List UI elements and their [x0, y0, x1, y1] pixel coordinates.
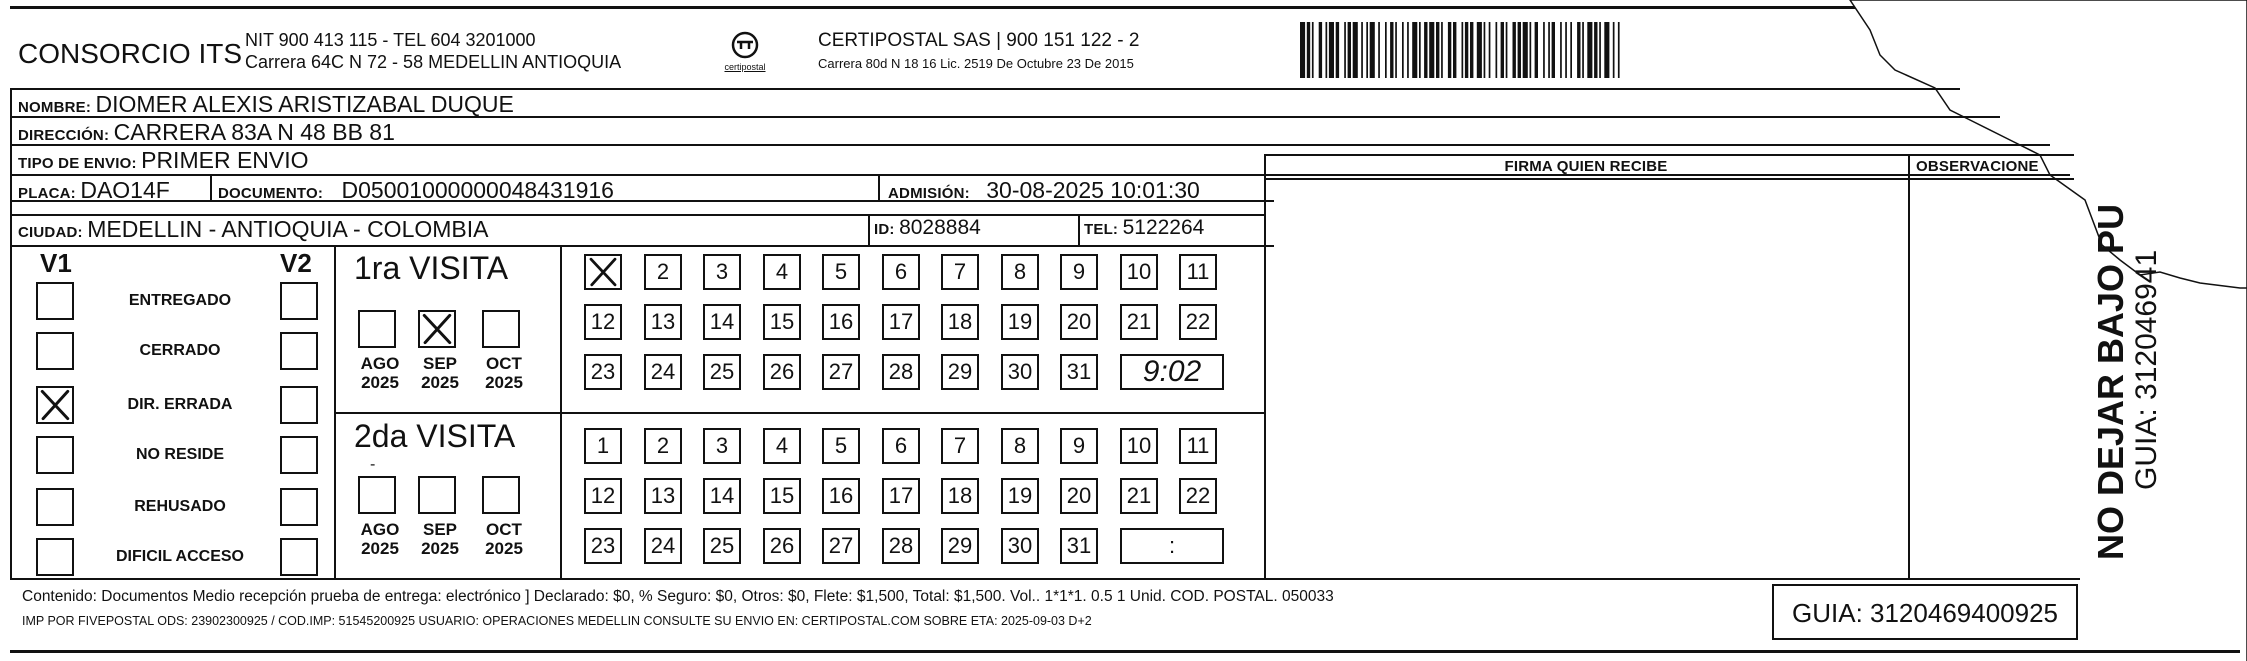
- day-box[interactable]: 25: [703, 528, 741, 564]
- day-box[interactable]: 16: [822, 478, 860, 514]
- footer-top: [10, 578, 2080, 580]
- month-checkbox[interactable]: [482, 310, 520, 348]
- status-v1-checkbox[interactable]: [36, 436, 74, 474]
- city-value: MEDELLIN - ANTIOQUIA - COLOMBIA: [87, 216, 489, 242]
- x-mark-icon: [420, 312, 454, 346]
- name-field: [18, 91, 514, 118]
- tel-field: [1084, 216, 1204, 240]
- company-nit: NIT 900 413 115 - TEL 604 3201000: [245, 30, 536, 50]
- month-name: AGO: [360, 520, 400, 539]
- admission-label: ADMISIÓN:: [888, 185, 970, 202]
- shipment-type-label: TIPO DE ENVIO:: [18, 155, 137, 172]
- day-box[interactable]: 14: [703, 304, 741, 340]
- day-box[interactable]: 30: [1001, 528, 1039, 564]
- city-field: [18, 216, 489, 243]
- frame-left: [10, 88, 12, 578]
- day-box[interactable]: 18: [941, 478, 979, 514]
- day-box[interactable]: 11: [1179, 254, 1217, 290]
- day-box[interactable]: 6: [882, 254, 920, 290]
- time-box[interactable]: :: [1120, 528, 1224, 564]
- day-box[interactable]: 13: [644, 304, 682, 340]
- day-box[interactable]: 5: [822, 254, 860, 290]
- document-field: [218, 177, 614, 204]
- day-box[interactable]: 20: [1060, 304, 1098, 340]
- day-box[interactable]: 21: [1120, 478, 1158, 514]
- row-line: [10, 245, 1274, 247]
- day-box[interactable]: 21: [1120, 304, 1158, 340]
- shipment-type-value: PRIMER ENVIO: [141, 147, 309, 173]
- signature-area[interactable]: [1268, 182, 1904, 577]
- plate-field: [18, 177, 170, 204]
- month-label: [414, 354, 466, 392]
- day-box[interactable]: 25: [703, 354, 741, 390]
- plate-value: DAO14F: [80, 177, 170, 203]
- day-box[interactable]: 16: [822, 304, 860, 340]
- status-label: DIFICIL ACCESO: [115, 548, 244, 565]
- sig-header-bottom: [1264, 178, 2074, 180]
- barcode: [1300, 22, 1880, 82]
- status-label: REHUSADO: [134, 498, 226, 515]
- name-value: DIOMER ALEXIS ARISTIZABAL DUQUE: [95, 91, 514, 117]
- day-box[interactable]: 15: [763, 304, 801, 340]
- status-v2-checkbox[interactable]: [280, 488, 318, 526]
- status-label: NO RESIDE: [135, 446, 224, 463]
- plate-label: PLACA:: [18, 185, 76, 202]
- day-box[interactable]: 14: [703, 478, 741, 514]
- col-line: [878, 176, 880, 201]
- day-box[interactable]: 24: [644, 528, 682, 564]
- guia-number: GUIA: 3120469400925: [1792, 598, 2058, 628]
- day-box[interactable]: 22: [1179, 478, 1217, 514]
- day-box[interactable]: 19: [1001, 304, 1039, 340]
- day-box[interactable]: 4: [763, 428, 801, 464]
- day-box[interactable]: 7: [941, 254, 979, 290]
- company-name: CONSORCIO ITS: [18, 38, 243, 69]
- certipostal-logo: [710, 30, 780, 76]
- month-year: 2025: [361, 373, 399, 392]
- month-year: 2025: [421, 373, 459, 392]
- month-name: SEP: [422, 520, 458, 539]
- day-box[interactable]: 29: [941, 354, 979, 390]
- visit1-title: 1ra VISITA: [354, 250, 509, 286]
- v1-label: V1: [40, 248, 72, 278]
- month-checkbox[interactable]: [358, 310, 396, 348]
- tel-value: 5122264: [1122, 216, 1205, 239]
- day-box[interactable]: 28: [882, 354, 920, 390]
- day-box[interactable]: 8: [1001, 428, 1039, 464]
- month-name: OCT: [486, 354, 522, 373]
- day-box[interactable]: 26: [763, 528, 801, 564]
- status-v1-checkbox[interactable]: [36, 332, 74, 370]
- vertical-warning: NO DEJAR BAJO PU: [2090, 203, 2131, 560]
- day-box[interactable]: 11: [1179, 428, 1217, 464]
- month-label: [478, 520, 530, 558]
- col-line: [1908, 154, 1910, 578]
- month-checkbox[interactable]: [482, 476, 520, 514]
- x-mark-icon: [38, 388, 72, 422]
- col-line: [1264, 154, 1266, 578]
- id-label: ID:: [874, 221, 895, 238]
- admission-value: 30-08-2025 10:01:30: [986, 177, 1200, 203]
- day-box[interactable]: 17: [882, 478, 920, 514]
- day-box[interactable]: 31: [1060, 528, 1098, 564]
- day-box[interactable]: 30: [1001, 354, 1039, 390]
- day-box[interactable]: 15: [763, 478, 801, 514]
- month-year: 2025: [485, 539, 523, 558]
- day-box[interactable]: 17: [882, 304, 920, 340]
- month-checkbox[interactable]: [358, 476, 396, 514]
- day-box[interactable]: 4: [763, 254, 801, 290]
- certipostal-address: Carrera 80d N 18 16 Lic. 2519 De Octubre 23 De 2015: [818, 56, 1134, 71]
- day-box[interactable]: 2: [644, 254, 682, 290]
- day-box[interactable]: 2: [644, 428, 682, 464]
- observations-header: OBSERVACIONE: [1916, 158, 2039, 175]
- month-label: [354, 520, 406, 558]
- day-box[interactable]: 23: [584, 528, 622, 564]
- id-field: [874, 216, 981, 240]
- company-address: Carrera 64C N 72 - 58 MEDELLIN ANTIOQUIA: [245, 52, 622, 72]
- day-box[interactable]: 9: [1060, 428, 1098, 464]
- month-label: [414, 520, 466, 558]
- name-label: NOMBRE:: [18, 99, 92, 116]
- day-box[interactable]: 1: [584, 428, 622, 464]
- status-v1-checkbox[interactable]: [36, 538, 74, 576]
- status-v2-checkbox[interactable]: [280, 332, 318, 370]
- address-value: CARRERA 83A N 48 BB 81: [113, 119, 395, 145]
- city-row-top: [10, 214, 1266, 216]
- month-name: SEP: [422, 354, 458, 373]
- address-field: [18, 119, 395, 146]
- day-box[interactable]: 3: [703, 254, 741, 290]
- day-box[interactable]: 31: [1060, 354, 1098, 390]
- status-v1-checkbox[interactable]: [36, 282, 74, 320]
- city-label: CIUDAD:: [18, 224, 83, 241]
- day-box[interactable]: [584, 254, 622, 290]
- document-value: D05001000000048431916: [341, 177, 614, 203]
- month-checkbox[interactable]: [418, 310, 456, 348]
- col-line: [210, 176, 212, 201]
- certipostal-name: CERTIPOSTAL SAS | 900 151 122 - 2: [818, 30, 1140, 51]
- col-line: [1078, 214, 1080, 246]
- day-box[interactable]: 24: [644, 354, 682, 390]
- month-year: 2025: [361, 539, 399, 558]
- day-box[interactable]: 18: [941, 304, 979, 340]
- day-box[interactable]: 23: [584, 354, 622, 390]
- month-year: 2025: [485, 373, 523, 392]
- day-box[interactable]: 29: [941, 528, 979, 564]
- month-label: [354, 354, 406, 392]
- shipment-type-field: [18, 147, 309, 174]
- day-box[interactable]: 22: [1179, 304, 1217, 340]
- month-label: [478, 354, 530, 392]
- status-label: DIR. ERRADA: [127, 396, 233, 413]
- x-mark-icon: [586, 256, 620, 288]
- status-v2-checkbox[interactable]: [280, 538, 318, 576]
- observations-area[interactable]: [1912, 182, 2062, 577]
- status-v1-checkbox[interactable]: [36, 386, 74, 424]
- top-rule: [10, 6, 1860, 9]
- certipostal-logo-caption: certipostal: [724, 62, 766, 72]
- day-box[interactable]: 26: [763, 354, 801, 390]
- month-name: AGO: [360, 354, 400, 373]
- mid-rule: [334, 412, 1264, 414]
- day-box[interactable]: 8: [1001, 254, 1039, 290]
- day-box[interactable]: 20: [1060, 478, 1098, 514]
- day-box[interactable]: 12: [584, 478, 622, 514]
- v2-label: V2: [280, 248, 312, 278]
- day-box[interactable]: 19: [1001, 478, 1039, 514]
- day-box[interactable]: 28: [882, 528, 920, 564]
- col-line: [868, 214, 870, 246]
- vertical-guia: GUIA: 312046941: [2130, 249, 2163, 490]
- status-v1-checkbox[interactable]: [36, 488, 74, 526]
- day-box[interactable]: 9: [1060, 254, 1098, 290]
- document-label: DOCUMENTO:: [218, 185, 324, 202]
- status-label: CERRADO: [139, 342, 221, 359]
- time-box[interactable]: 9:02: [1120, 354, 1224, 390]
- print-line: IMP POR FIVEPOSTAL ODS: 23902300925 / COD.IMP: 51545200925 USUARIO: OPERACIONES MEDELLIN CONSULTE SU ENVIO EN: CERTIPOSTAL.COM SOBRE ETA: 2025-09-03 D+2: [22, 614, 1092, 628]
- tel-label: TEL:: [1084, 221, 1119, 238]
- address-label: DIRECCIÓN:: [18, 127, 110, 144]
- day-box[interactable]: 7: [941, 428, 979, 464]
- visit2-dash: -: [370, 456, 376, 473]
- month-year: 2025: [421, 539, 459, 558]
- contents-line: Contenido: Documentos Medio recepción prueba de entrega: electrónico ] Declarado: $0, % Seguro: $0, Otros: $0, Flete: $1,500, Total: $1,500. Vol.. 1*1*1. 0.5 1 Unid. COD. POSTAL. 050033: [22, 588, 1334, 605]
- day-box[interactable]: 27: [822, 528, 860, 564]
- status-v2-checkbox[interactable]: [280, 436, 318, 474]
- status-v2-checkbox[interactable]: [280, 386, 318, 424]
- day-box[interactable]: 27: [822, 354, 860, 390]
- id-value: 8028884: [899, 216, 981, 239]
- sig-header-top: [1264, 154, 2074, 156]
- row-line: [10, 88, 1960, 90]
- day-box[interactable]: 12: [584, 304, 622, 340]
- month-checkbox[interactable]: [418, 476, 456, 514]
- signature-header: FIRMA QUIEN RECIBE: [1504, 158, 1668, 175]
- day-box[interactable]: 10: [1120, 254, 1158, 290]
- barcode-icon: [1300, 22, 1880, 82]
- day-box[interactable]: 6: [882, 428, 920, 464]
- admission-field: [888, 177, 1200, 204]
- day-box[interactable]: 3: [703, 428, 741, 464]
- month-name: OCT: [486, 520, 522, 539]
- status-label: ENTREGADO: [128, 292, 232, 309]
- day-box[interactable]: 10: [1120, 428, 1158, 464]
- visit2-title: 2da VISITA: [354, 418, 516, 454]
- status-v2-checkbox[interactable]: [280, 282, 318, 320]
- day-box[interactable]: 5: [822, 428, 860, 464]
- day-box[interactable]: 13: [644, 478, 682, 514]
